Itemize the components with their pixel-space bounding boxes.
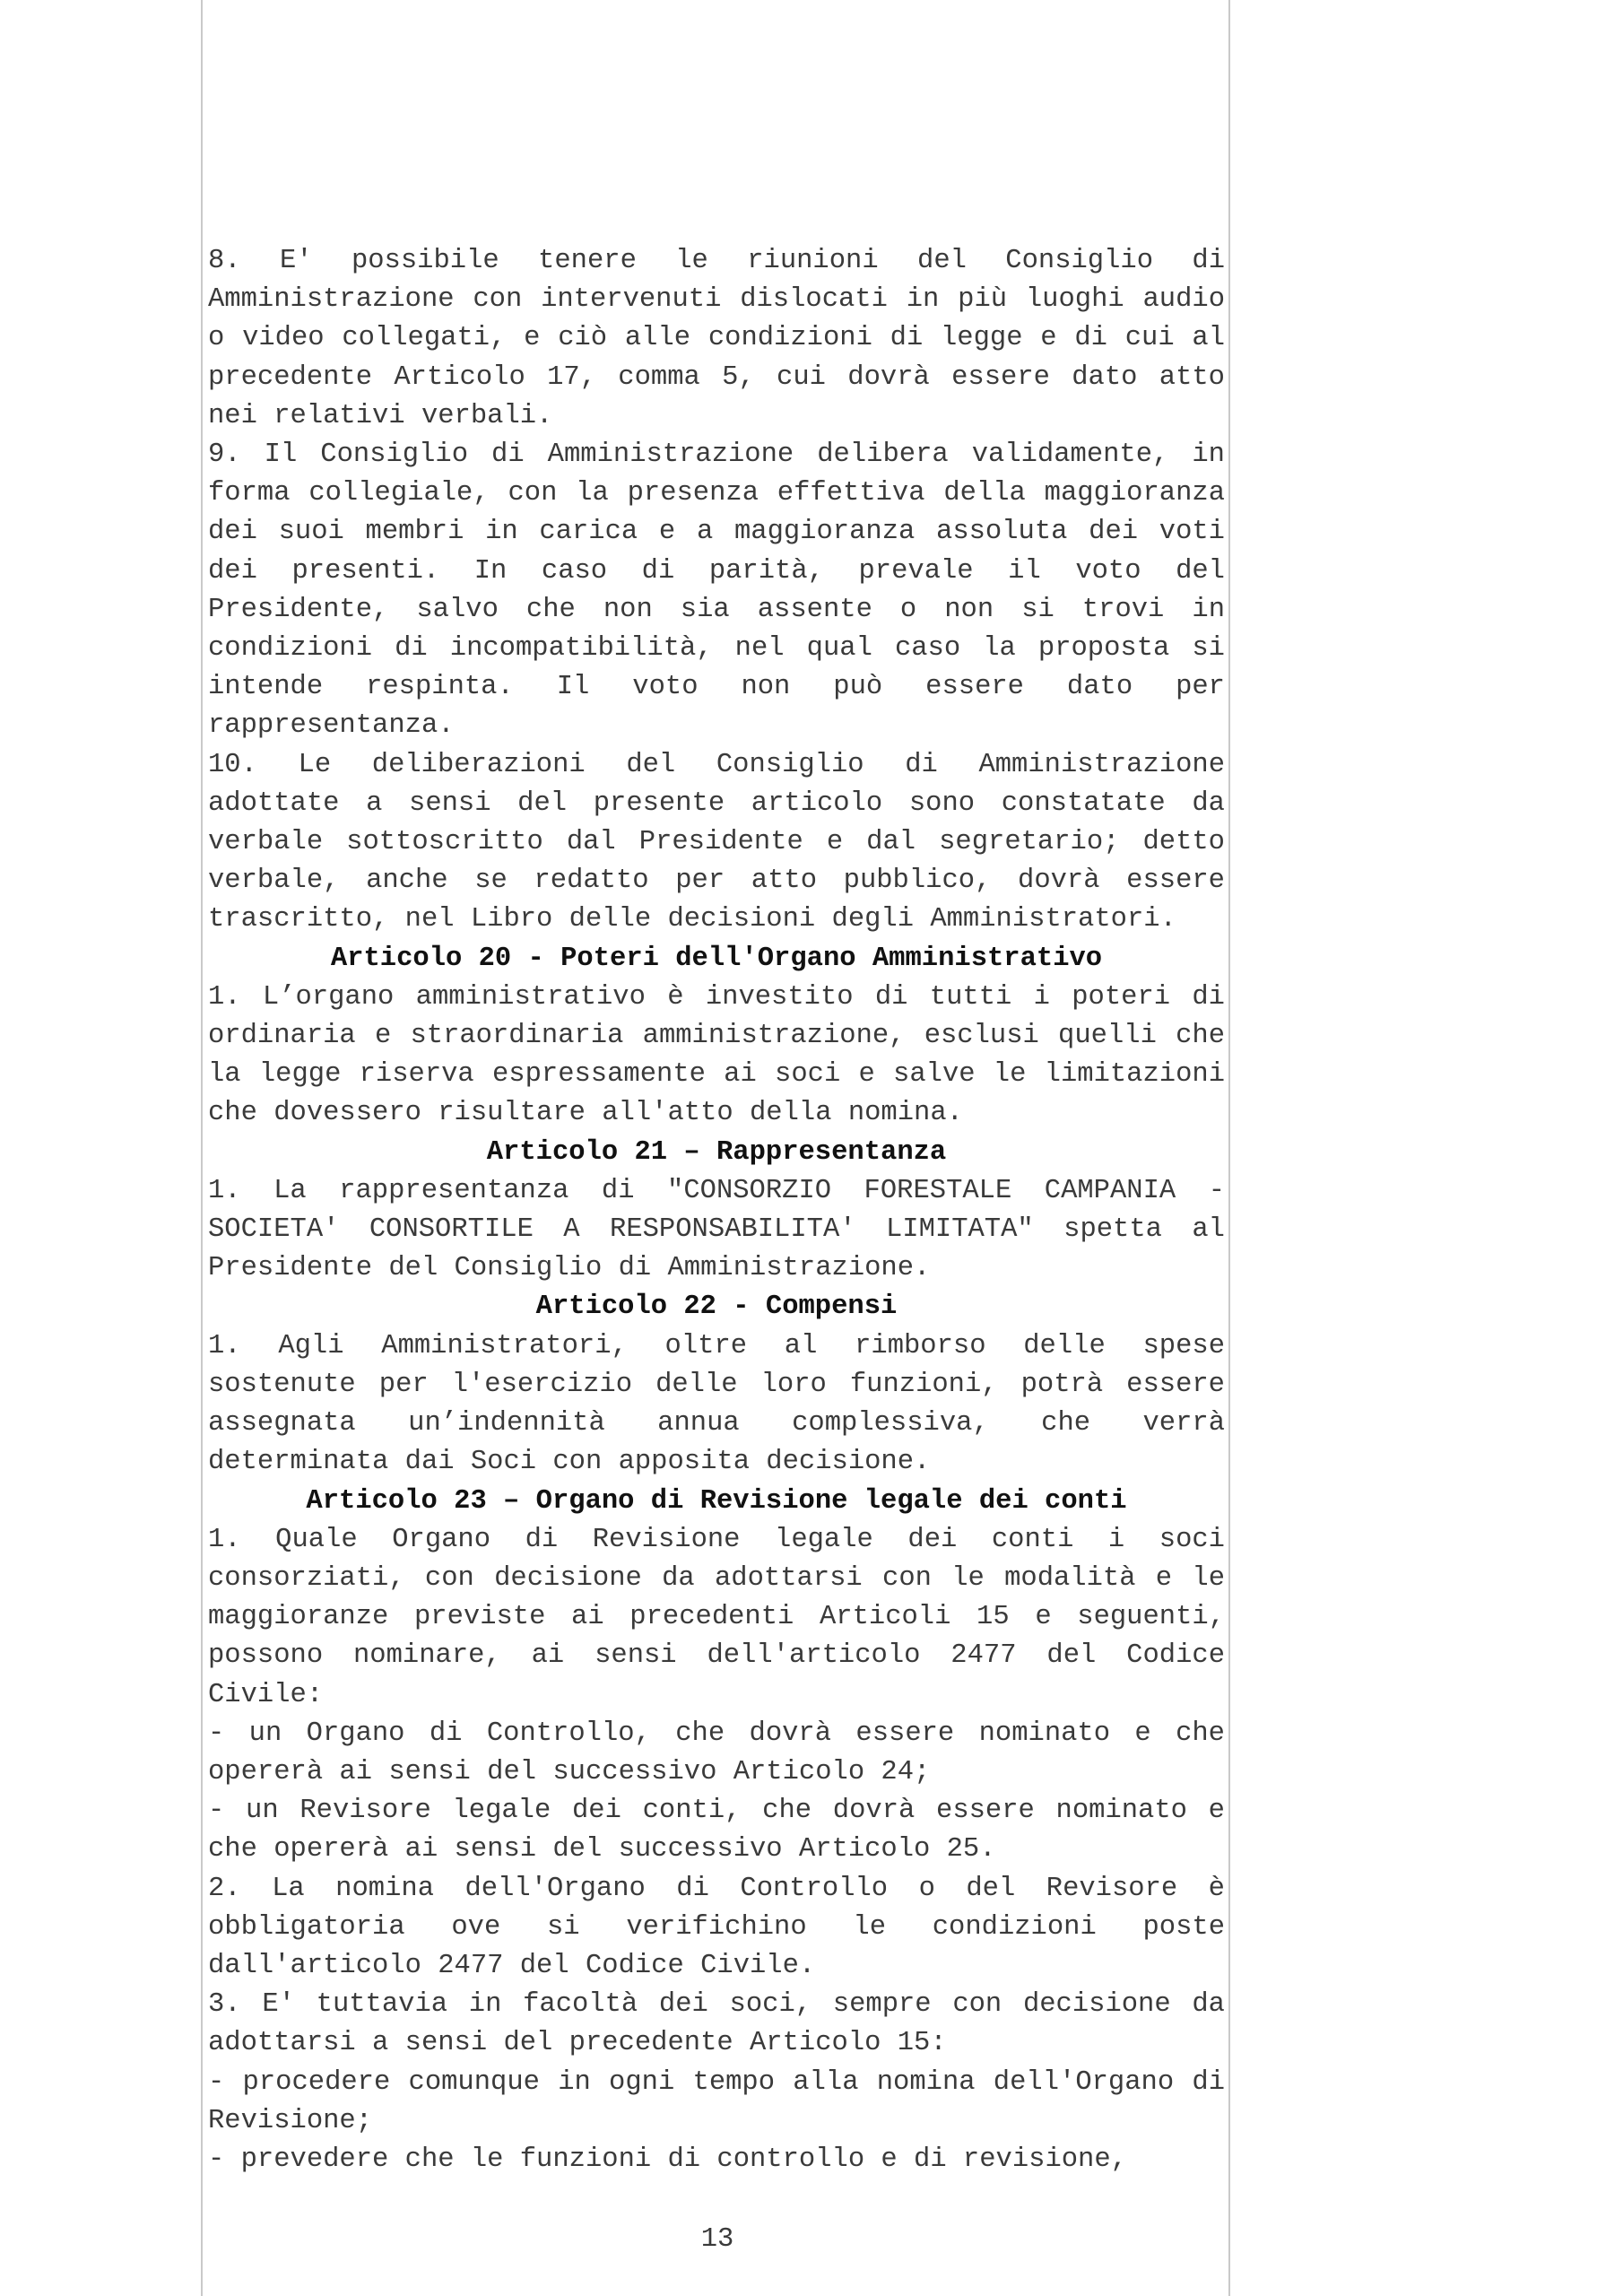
article-22-paragraph-1: 1. Agli Amministratori, oltre al rimborso delle spese sostenute per l'esercizio delle loro funzioni, potrà essere assegnata un’indennità annua complessiva, che verrà determinata dai Soci con apposita decisione. <box>208 1330 1225 1478</box>
left-margin-line <box>201 0 203 2296</box>
article-23-paragraph-3: 3. E' tuttavia in facoltà dei soci, sempre con decisione da adottarsi a sensi del precedente Articolo 15: <box>208 1989 1225 2059</box>
paragraph-8-remote-meetings: 8. E' possibile tenere le riunioni del Consiglio di Amministrazione con intervenuti dislocati in più luoghi audio o video collegati, e ciò alle condizioni di legge e di cui al precedente Articolo 17, comma 5, cui dovrà essere dato atto nei relativi verbali. <box>208 246 1225 431</box>
article-21-paragraph-1: 1. La rappresentanza di "CONSORZIO FORESTALE CAMPANIA - SOCIETA' CONSORTILE A RESPONSABILITA' LIMITATA" spetta al Presidente del Consiglio di Amministrazione. <box>208 1175 1225 1284</box>
paragraph-10-minutes: 10. Le deliberazioni del Consiglio di Amministrazione adottate a sensi del presente articolo sono constatate da verbale sottoscritto dal Presidente e dal segretario; detto verbale, anche se redatto per atto pubblico, dovrà essere trascritto, nel Libro delle decisioni degli Amministratori. <box>208 749 1225 935</box>
article-20-paragraph-1: 1. L’organo amministrativo è investito di tutti i poteri di ordinaria e straordinaria amministrazione, esclusi quelli che la legge riserva espressamente ai soci e salve le limitazioni che dovessero risultare all'atto della nomina. <box>208 981 1225 1129</box>
document-page <box>208 242 1225 2179</box>
article-23-list-item-auditor: - un Revisore legale dei conti, che dovrà essere nominato e che opererà ai sensi del successivo Articolo 25. <box>208 1796 1225 1866</box>
heading-article-20: Articolo 20 - Poteri dell'Organo Amministrativo <box>330 943 1103 974</box>
article-23-list-item-control-body: - un Organo di Controllo, che dovrà essere nominato e che opererà ai sensi del successivo Articolo 24; <box>208 1718 1225 1787</box>
right-margin-line <box>1228 0 1230 2296</box>
paragraph-9-voting: 9. Il Consiglio di Amministrazione delibera validamente, in forma collegiale, con la presenza effettiva della maggioranza dei suoi membri in carica e a maggioranza assoluta dei voti dei presenti. In caso di parità, prevale il voto del Presidente, salvo che non sia assente o non si trovi in condizioni di incompatibilità, nel qual caso la proposta si intende respinta. Il voto non può essere dato per rappresentanza. <box>208 439 1225 742</box>
article-23-list-item-functions: - prevedere che le funzioni di controllo e di revisione, <box>208 2144 1127 2175</box>
article-23-paragraph-2: 2. La nomina dell'Organo di Controllo o del Revisore è obbligatoria ove si verifichino le condizioni poste dall'articolo 2477 del Codice Civile. <box>208 1873 1225 1981</box>
page-number: 13 <box>700 2224 734 2255</box>
heading-article-23: Articolo 23 – Organo di Revisione legale dei conti <box>306 1485 1127 1517</box>
heading-article-22: Articolo 22 - Compensi <box>535 1292 898 1323</box>
article-23-paragraph-1: 1. Quale Organo di Revisione legale dei conti i soci consorziati, con decisione da adottarsi con le modalità e le maggioranze previste ai precedenti Articoli 15 e seguenti, possono nominare, ai sensi dell'articolo 2477 del Codice Civile: <box>208 1524 1225 1710</box>
article-23-list-item-appointment: - procedere comunque in ogni tempo alla nomina dell'Organo di Revisione; <box>208 2066 1225 2136</box>
heading-article-21: Articolo 21 – Rappresentanza <box>486 1136 947 1168</box>
